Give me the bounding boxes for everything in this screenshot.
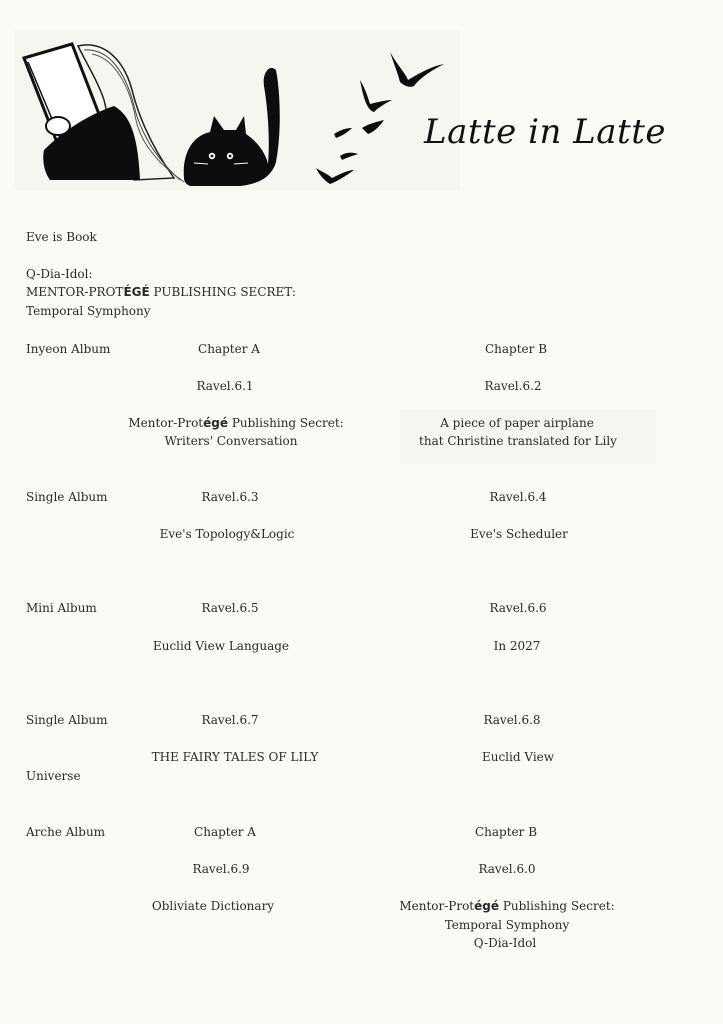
title-writers-conversation: Writers' Conversation: [164, 434, 298, 448]
title-in-2027: In 2027: [493, 639, 541, 653]
header-illustration: [14, 30, 460, 190]
intro-line-2: Q-Dia-Idol:: [26, 267, 93, 281]
title-q-dia-idol: Q-Dia-Idol: [473, 936, 537, 950]
chapter-a-label: Chapter A: [198, 342, 260, 356]
title-euclid-view-language: Euclid View Language: [152, 639, 290, 653]
ravel-6-3: Ravel.6.3: [201, 490, 259, 504]
ravel-6-0: Ravel.6.0: [478, 862, 536, 876]
title-paper-airplane-1: A piece of paper airplane: [440, 416, 594, 430]
ravel-6-1: Ravel.6.1: [196, 379, 254, 393]
intro-line-4: Temporal Symphony: [26, 304, 151, 318]
ravel-6-7: Ravel.6.7: [201, 713, 259, 727]
ravel-6-5: Ravel.6.5: [201, 601, 259, 615]
chapter-b-label: Chapter B: [484, 342, 548, 356]
ravel-6-6: Ravel.6.6: [489, 601, 547, 615]
ravel-6-4: Ravel.6.4: [489, 490, 547, 504]
chapter-b-label-2: Chapter B: [474, 825, 538, 839]
ravel-6-8: Ravel.6.8: [483, 713, 541, 727]
intro-line-3: MENTOR-PROTÉGÉ PUBLISHING SECRET:: [26, 285, 296, 299]
album-label-arche: Arche Album: [26, 825, 106, 839]
intro-line-1: Eve is Book: [26, 230, 97, 244]
cat-icon: [184, 68, 280, 186]
title-paper-airplane-2: that Christine translated for Lily: [419, 434, 617, 448]
reading-girl-and-cat-illustration: [14, 30, 460, 190]
brand-title: Latte in Latte: [424, 112, 666, 152]
title-temporal-symphony: Temporal Symphony: [444, 918, 570, 932]
title-eves-topology: Eve's Topology&Logic: [159, 527, 295, 541]
title-mentor-protege-2: Mentor-Protégé Publishing Secret:: [399, 899, 615, 913]
title-fairy-tales-of-lily: THE FAIRY TALES OF LILY: [151, 750, 319, 764]
album-label-single-1: Single Album: [26, 490, 108, 504]
album-label-mini: Mini Album: [26, 601, 97, 615]
ravel-6-2: Ravel.6.2: [484, 379, 542, 393]
chapter-a-label-2: Chapter A: [194, 825, 256, 839]
title-euclid-view: Euclid View: [481, 750, 555, 764]
title-obliviate-dictionary: Obliviate Dictionary: [151, 899, 275, 913]
ravel-6-9: Ravel.6.9: [192, 862, 250, 876]
title-eves-scheduler: Eve's Scheduler: [470, 527, 568, 541]
album-label-inyeon: Inyeon Album: [26, 342, 111, 356]
title-mentor-protege-1: Mentor-Protégé Publishing Secret:: [128, 416, 344, 430]
album-label-single-2: Single Album: [26, 713, 108, 727]
title-universe: Universe: [26, 769, 81, 783]
